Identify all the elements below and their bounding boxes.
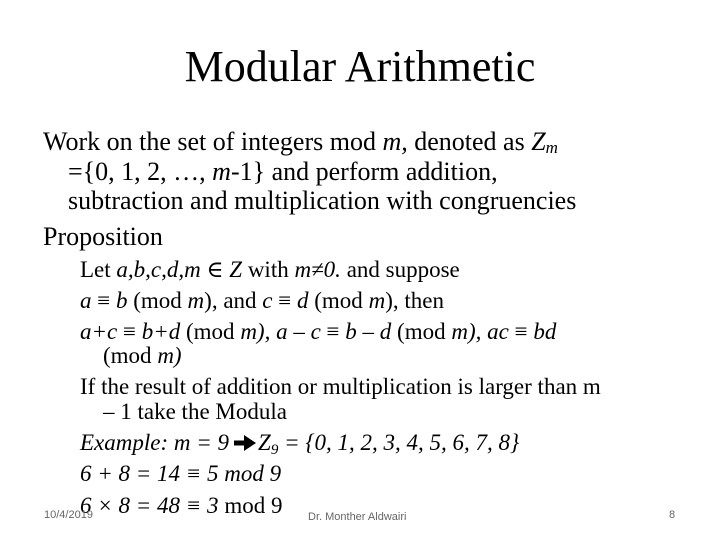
footer-date: 10/4/2019 xyxy=(44,509,93,521)
body-text: ≡ xyxy=(508,319,534,344)
body-text: with xyxy=(242,257,295,282)
intro-text: subtraction and multiplication with congruencies xyxy=(68,186,577,215)
body-math: ∈ xyxy=(200,257,230,282)
body-text: (mod xyxy=(127,288,188,313)
body-math: m), a – c xyxy=(240,319,321,344)
example-set: = {0, 1, 2, 3, 4, 5, 6, 7, 8} xyxy=(278,430,520,455)
body-text: ), then xyxy=(385,288,444,313)
body-text: (mod xyxy=(180,319,241,344)
intro-mod-var: m xyxy=(212,157,231,186)
body-text: ≡ xyxy=(117,319,142,344)
body-math: b xyxy=(115,288,128,313)
body-text: (mod xyxy=(103,343,158,368)
intro-set-subscript: m xyxy=(545,138,558,157)
body-math: m) xyxy=(157,343,182,368)
body-text: ≡ xyxy=(272,288,297,313)
body-text: (mod xyxy=(391,319,452,344)
proposition-heading: Proposition xyxy=(43,222,163,251)
body-text: ), and xyxy=(204,288,263,313)
example-set-symbol: Z xyxy=(258,430,271,455)
body-math: b – d xyxy=(345,319,392,344)
intro-text: Work on the set of integers mod xyxy=(43,127,383,156)
body-math: m xyxy=(187,288,205,313)
body-line-1 xyxy=(80,255,460,285)
body-text: ≡ xyxy=(91,288,116,313)
body-text: mod 9 xyxy=(218,493,283,518)
body-line-6: – 1 take the Modula xyxy=(103,399,287,424)
intro-mod-var: m, xyxy=(382,127,408,156)
body-math: b+d xyxy=(141,319,181,344)
body-line-2 xyxy=(80,286,444,316)
intro-line-3 xyxy=(68,186,576,216)
body-text: (mod xyxy=(308,288,369,313)
body-math: a xyxy=(80,288,92,313)
intro-text: denoted as xyxy=(407,127,532,156)
intro-line-2 xyxy=(68,157,498,187)
body-math: a+c xyxy=(80,319,118,344)
body-math: Z xyxy=(229,257,243,282)
example-set-subscript: 9 xyxy=(270,442,279,458)
body-text: and suppose xyxy=(340,257,460,282)
footer-author: Dr. Monther Aldwairi xyxy=(308,511,407,523)
arrow-right-icon xyxy=(234,435,256,451)
example-text: Example: m = 9 xyxy=(80,430,230,455)
body-math: d xyxy=(297,288,309,313)
intro-text: ={0, 1, 2, …, xyxy=(68,157,213,186)
body-math: bd xyxy=(533,319,557,344)
body-math: c xyxy=(262,288,273,313)
slide-title: Modular Arithmetic xyxy=(184,42,536,91)
body-text: ≡ xyxy=(320,319,346,344)
body-math: m≠0. xyxy=(294,257,341,282)
body-line-4 xyxy=(103,341,182,371)
body-math: a,b,c,d,m xyxy=(116,257,201,282)
body-line-5: If the result of addition or multiplication is larger than m xyxy=(80,374,601,399)
intro-set-symbol: Z xyxy=(531,127,546,156)
intro-text: -1} and perform addition, xyxy=(230,157,498,186)
body-math: m xyxy=(368,288,386,313)
body-text: Let xyxy=(80,257,117,282)
body-line-9 xyxy=(80,491,282,521)
body-math: m), ac xyxy=(451,319,509,344)
body-line-8: 6 + 8 = 14 ≡ 5 mod 9 xyxy=(80,461,282,486)
body-math: 6 × 8 = 48 ≡ 3 xyxy=(80,493,219,518)
footer-page-number: 8 xyxy=(669,509,676,521)
